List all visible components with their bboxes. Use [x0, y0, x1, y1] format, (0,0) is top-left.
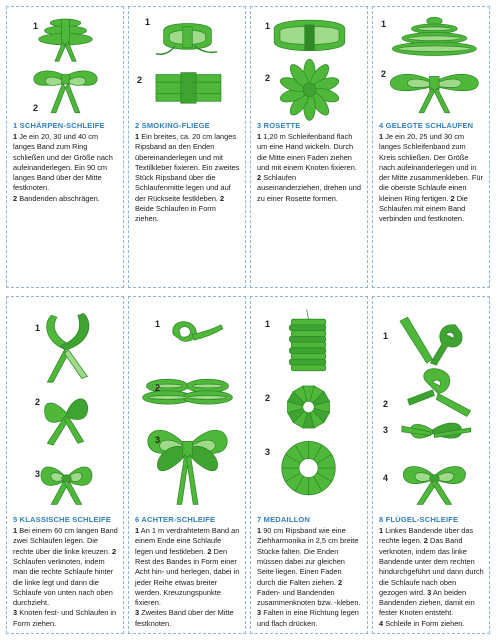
step-marker: 2 [33, 103, 39, 113]
card-rosette [250, 6, 368, 288]
step-text: An 1 m verdrahtetem Band an einem Ende eine Schlaufe legen und festkleben. [135, 526, 240, 556]
card-text [13, 526, 118, 629]
illustration-medaillon [257, 301, 362, 513]
ribbon-medallion-drawing [257, 301, 362, 513]
ribbon-rosette-drawing [257, 11, 362, 119]
illustration-rosette [257, 11, 362, 119]
card-text [135, 132, 240, 225]
card-title: 4 GELEGTE SCHLAUFEN [379, 121, 474, 130]
step-marker: 1 [381, 19, 387, 29]
step-number: 1 [379, 526, 384, 536]
step-marker: 1 [265, 319, 271, 330]
step-text: Schlaufen auseinanderziehen, drehen und zu einer Rosette formen. [257, 173, 361, 203]
card-title: 6 ACHTER-SCHLEIFE [135, 515, 216, 525]
step-number: 1 [13, 132, 18, 141]
card-schaerpen-schleife [6, 6, 124, 288]
step-number: 2 [13, 193, 18, 203]
card-title: 8 FLÜGEL-SCHLEIFE [379, 515, 459, 525]
card-text [135, 526, 240, 629]
step-marker: 3 [383, 425, 389, 436]
illustration-schaerpen-schleife [13, 11, 118, 119]
step-text: Falten in eine Richtung legen und flach drücken. [257, 608, 359, 628]
step-number: 1 [257, 526, 262, 536]
step-number: 2 [423, 536, 428, 546]
step-number: 2 [207, 546, 212, 556]
step-marker: 2 [137, 75, 143, 85]
illustration-achter-schleife [135, 301, 240, 513]
step-marker: 2 [155, 383, 161, 394]
card-text [379, 132, 484, 225]
step-marker: 1 [155, 319, 161, 330]
card-text [257, 526, 362, 629]
step-text: Zweites Band über der Mitte festknoten. [135, 608, 234, 628]
step-marker: 4 [383, 473, 389, 484]
card-smoking-fliege [128, 6, 246, 288]
card-title: 5 KLASSISCHE SCHLEIFE [13, 515, 111, 525]
step-number: 1 [135, 132, 140, 141]
illustration-fluegel-schleife [379, 301, 484, 513]
instruction-grid [6, 6, 490, 634]
step-number: 1 [379, 132, 384, 141]
ribbon-bow-drawing [379, 301, 484, 513]
card-title: 3 ROSETTE [257, 121, 301, 130]
step-text: Faden- und Bandenden zusammenknoten bzw. -kleben. [257, 587, 361, 608]
step-marker: 1 [383, 331, 389, 342]
step-number: 2 [450, 193, 455, 203]
ribbon-bow-drawing [135, 11, 240, 119]
step-marker: 3 [35, 469, 41, 480]
step-number: 3 [427, 587, 432, 597]
step-text: 1,20 m Schleifenband flach um eine Hand wickeln. Durch die Mitte einen Faden ziehen und mit einem Knoten fixieren. [257, 132, 357, 172]
card-medaillon [250, 296, 368, 634]
step-text: Bei einem 60 cm langen Band zwei Schlaufen legen. Die rechte über die linke kreuzen. [13, 526, 118, 556]
step-marker: 3 [155, 435, 161, 446]
step-number: 3 [257, 608, 262, 618]
step-marker: 2 [35, 397, 41, 408]
ribbon-bow-drawing [13, 11, 118, 119]
illustration-klassische-schleife [13, 301, 118, 513]
step-number: 2 [220, 193, 225, 203]
card-text [13, 132, 118, 204]
card-title: 7 MEDAILLON [257, 515, 311, 525]
step-text: Das Band verknoten, indem das linke Bandende unter dem rechten hindurchgeführt und dann durch die Schlaufe nach oben gezogen wird. [379, 536, 484, 597]
step-text: 90 cm Ripsband wie eine Ziehharmonika in 2,5 cm breite Stücke falten. Die Enden müssen dabei zur gleichen Seite liegen. Einen Faden durch die Falten ziehen. [257, 526, 359, 587]
card-text [257, 132, 362, 204]
step-marker: 2 [381, 69, 387, 79]
step-number: 4 [379, 618, 384, 628]
step-marker: 2 [265, 393, 271, 404]
step-text: An beiden Bandenden ziehen, damit ein fester Knoten entsteht. [379, 587, 475, 618]
step-text: Je ein 20, 30 und 40 cm langes Band zum Ring schließen und der Größe nach aufeinanderlegen. Ein 90 cm langes Band über der Mitte festknoten. [13, 132, 113, 193]
step-text: Schleife in Form ziehen. [385, 618, 465, 628]
card-fluegel-schleife [372, 296, 490, 634]
card-gelegte-schlaufen [372, 6, 490, 288]
step-marker: 3 [265, 447, 271, 458]
ribbon-bow-drawing [13, 301, 118, 513]
step-number: 1 [135, 526, 140, 536]
step-text: Je ein 20, 25 und 30 cm langes Schleifenband zum Kreis schließen. Der Größe nach aufeinanderlegen und in der Mitte zusammenkleben. Für die oberste Schlaufe einen kleinen Ring fertigen. [379, 132, 483, 203]
ribbon-loops-drawing [379, 11, 484, 119]
illustration-gelegte-schlaufen [379, 11, 484, 119]
card-title: 1 SCHÄRPEN-SCHLEIFE [13, 121, 105, 130]
step-number: 3 [135, 608, 140, 618]
step-number: 2 [112, 546, 117, 556]
step-text: Linkes Bandende über das rechte legen. [379, 526, 474, 546]
step-marker: 1 [265, 21, 271, 31]
step-number: 2 [257, 173, 262, 183]
card-achter-schleife [128, 296, 246, 634]
step-text: Knoten fest- und Schlaufen in Form ziehen. [13, 608, 117, 628]
step-text: Die Schlaufen mit einem Band verbinden und festknoten. [379, 193, 468, 224]
card-klassische-schleife [6, 296, 124, 634]
step-marker: 2 [383, 399, 389, 410]
card-title: 2 SMOKING-FLIEGE [135, 121, 210, 130]
step-number: 1 [13, 526, 18, 536]
step-text: Schlaufen verknoten, indem man die rechte Schlaufe hinter die linke legt und dann die Schlaufe von unten nach oben durchzieht. [13, 556, 114, 608]
step-marker: 1 [33, 21, 39, 31]
step-text: Ein breites, ca. 20 cm langes Ripsband an den Enden übereinanderlegen und mit Textilkleber fixieren. Ein zweites Stück Ripsband über die Schlaufenmitte legen und auf der Rückseite festkleben. [135, 132, 240, 203]
step-number: 3 [13, 608, 18, 618]
step-number: 2 [337, 577, 343, 587]
step-text: Beide Schlaufen in Form ziehen. [135, 204, 216, 224]
step-marker: 1 [35, 323, 41, 334]
step-marker: 2 [265, 73, 271, 83]
card-text [379, 526, 484, 629]
step-text: Bandenden abschrägen. [19, 193, 100, 203]
step-marker: 1 [145, 17, 151, 27]
ribbon-bow-drawing [135, 301, 240, 513]
step-number: 1 [257, 132, 262, 141]
step-text: Den Rest des Bandes in Form einer Acht hin- und herlegen, dabei in jeder Reihe etwas breiter werden. Kreuzungspunkte fixieren. [135, 546, 240, 608]
illustration-smoking-fliege [135, 11, 240, 119]
